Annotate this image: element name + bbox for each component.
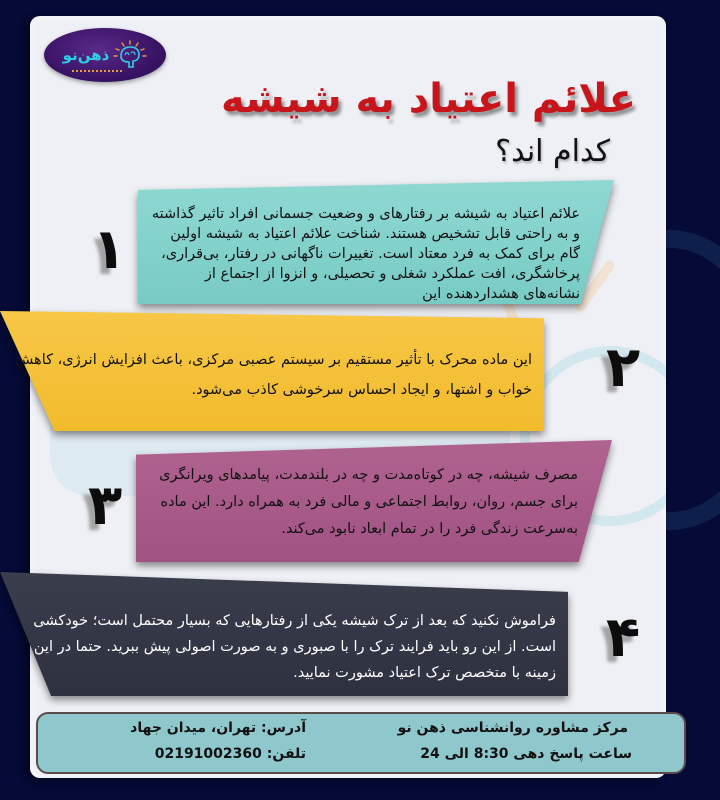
- card-number-3: ۳: [88, 473, 123, 538]
- address-text: آدرس: تهران، میدان جهاد: [130, 720, 306, 736]
- card-text: مصرف شیشه، چه در کوتاه‌مدت و چه در بلندمدت، پیامدهای ویرانگری برای جسم، روان، روابط اجتماعی و مالی فرد به همراه دارد. این ماده به‌سرعت زندگی فرد را در تمام ابعاد نابود می‌کند.: [159, 467, 578, 537]
- card-text: علائم اعتیاد به شیشه بر رفتارهای و وضعیت جسمانی افراد تاثیر گذاشته و به راحتی قابل تشخیص هستند. شناخت علائم اعتیاد به شیشه اولین گام برای کمک به فرد معتاد است. تغییرات ناگهانی در رفتار، بی‌قراری، پرخاشگری، افت عملکرد شغلی و تحصیلی، و انزوا از اجتماع از نشانه‌های هشداردهنده این: [151, 206, 580, 302]
- contact-footer: [36, 712, 686, 774]
- phone-number: تلفن: 02191002360: [154, 746, 306, 762]
- page-title: علائم اعتیاد به شیشه: [221, 76, 636, 122]
- center-name: مرکز مشاوره روانشناسی ذهن نو: [397, 720, 628, 736]
- page-subtitle: کدام اند؟: [495, 134, 610, 169]
- symptom-card-2: [0, 311, 544, 431]
- symptom-card-3: [136, 440, 612, 562]
- card-number-1: ۱: [92, 217, 127, 282]
- card-text: فراموش نکنید که بعد از ترک شیشه یکی از رفتارهایی که بسیار محتمل است؛ خودکشی است. از این رو باید فرایند ترک را با صبوری و به صورت اصولی پیش ببرید. حتما در این زمینه با متخصص ترک اعتیاد مشورت نمایید.: [33, 613, 556, 681]
- symptom-card-4: [0, 572, 568, 696]
- brain-lightbulb-icon: [113, 40, 147, 70]
- response-hours: ساعت پاسخ دهی 8:30 الی 24: [420, 746, 632, 762]
- logo-underline: [72, 70, 122, 72]
- card-text: این ماده محرک با تأثیر مستقیم بر سیستم عصبی مرکزی، باعث افزایش انرژی، کاهش خواب و اشتها، و ایجاد احساس سرخوشی کاذب می‌شود.: [15, 352, 532, 398]
- logo-brand-text: ذهن‌نو: [62, 46, 110, 64]
- brand-logo: [44, 28, 166, 82]
- card-number-4: ۴: [606, 605, 641, 670]
- card-number-2: ۲: [606, 335, 641, 400]
- symptom-card-1: [138, 180, 614, 304]
